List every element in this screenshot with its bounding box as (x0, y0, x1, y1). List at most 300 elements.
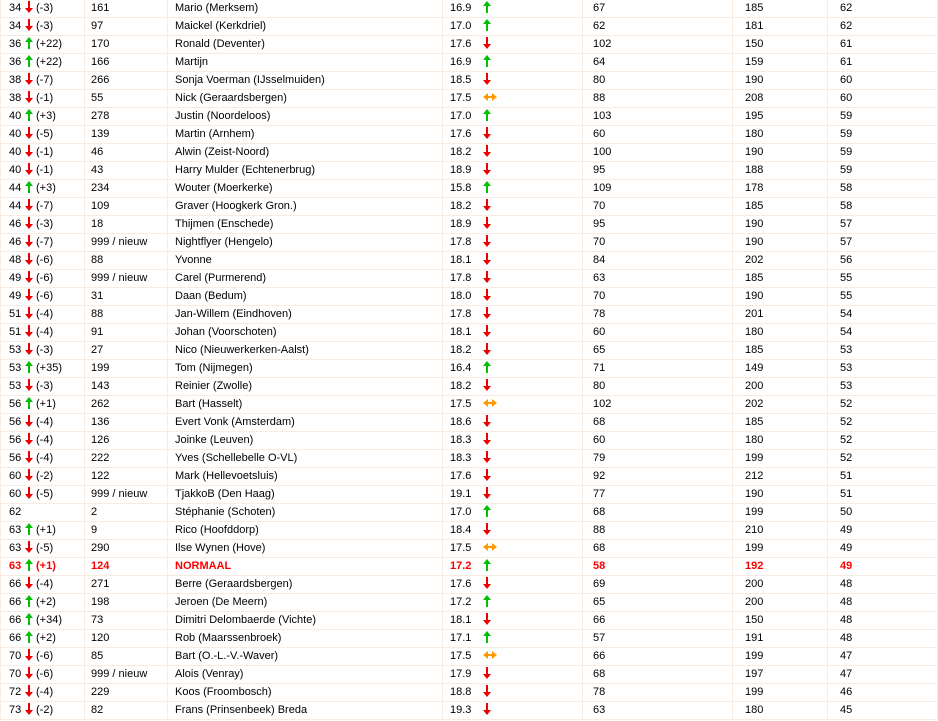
rating-cell (443, 648, 583, 665)
value-b-cell: 199 (733, 450, 828, 467)
rating-trend-icon (483, 343, 492, 355)
rank-value: 62 (9, 506, 22, 518)
table-row (1, 630, 938, 648)
value-b-cell: 199 (733, 504, 828, 521)
rank-change-label: (+1) (36, 560, 56, 572)
rank-change-label: (+22) (36, 56, 62, 68)
player-name-cell: Berre (Geraardsbergen) (168, 576, 443, 593)
table-row (1, 702, 938, 720)
rank-cell (1, 702, 85, 719)
rating-cell (443, 432, 583, 449)
value-b-cell: 190 (733, 234, 828, 251)
player-id-cell: 262 (85, 396, 168, 413)
rating-cell (443, 252, 583, 269)
rank-trend-icon (25, 127, 34, 139)
value-b-cell: 210 (733, 522, 828, 539)
rating-cell (443, 450, 583, 467)
player-id-cell: 31 (85, 288, 168, 305)
rank-value: 40 (9, 164, 22, 176)
table-row (1, 504, 938, 522)
player-name-cell: Martin (Arnhem) (168, 126, 443, 143)
player-name-cell: Graver (Hoogkerk Gron.) (168, 198, 443, 215)
value-c-cell: 61 (828, 54, 938, 71)
rank-cell (1, 126, 85, 143)
table-row (1, 414, 938, 432)
rating-cell (443, 108, 583, 125)
player-name-cell: Tom (Nijmegen) (168, 360, 443, 377)
value-b-cell: 185 (733, 270, 828, 287)
rank-cell (1, 270, 85, 287)
rating-trend-icon (483, 379, 492, 391)
rating-value: 17.0 (450, 20, 472, 32)
rank-cell (1, 72, 85, 89)
value-c-cell: 57 (828, 216, 938, 233)
rank-value: 38 (9, 74, 22, 86)
rating-trend-icon (483, 37, 492, 49)
rating-trend-icon (483, 181, 492, 193)
rank-value: 66 (9, 632, 22, 644)
rank-change-label: (-3) (36, 20, 54, 32)
rank-change-label: (-6) (36, 668, 54, 680)
table-row (1, 126, 938, 144)
value-b-cell: 149 (733, 360, 828, 377)
rank-change-label: (-3) (36, 344, 54, 356)
rating-cell (443, 486, 583, 503)
table-row (1, 522, 938, 540)
player-name-cell: Frans (Prinsenbeek) Breda (168, 702, 443, 719)
rank-cell (1, 162, 85, 179)
table-row (1, 594, 938, 612)
value-c-cell: 62 (828, 18, 938, 35)
rank-cell (1, 468, 85, 485)
rating-cell (443, 72, 583, 89)
rating-cell (443, 324, 583, 341)
player-name-cell: Yvonne (168, 252, 443, 269)
player-id-cell: 91 (85, 324, 168, 341)
rank-change-label: (-1) (36, 92, 54, 104)
rank-value: 56 (9, 452, 22, 464)
player-id-cell: 199 (85, 360, 168, 377)
value-c-cell: 61 (828, 36, 938, 53)
player-id-cell: 143 (85, 378, 168, 395)
value-a-cell: 79 (583, 450, 733, 467)
rank-trend-icon (25, 667, 34, 679)
rating-trend-icon (483, 505, 492, 517)
rating-cell (443, 612, 583, 629)
table-row (1, 450, 938, 468)
rank-trend-icon (25, 181, 34, 193)
rank-trend-icon (25, 361, 34, 373)
table-row (1, 378, 938, 396)
rating-value: 18.1 (450, 614, 472, 626)
rating-cell (443, 306, 583, 323)
rating-trend-icon (483, 433, 492, 445)
table-row (1, 486, 938, 504)
value-a-cell: 92 (583, 468, 733, 485)
rank-trend-icon (25, 685, 34, 697)
rating-cell (443, 18, 583, 35)
rank-trend-icon (25, 631, 34, 643)
rank-trend-icon (25, 235, 34, 247)
rating-value: 18.9 (450, 218, 472, 230)
rank-change-label: (-7) (36, 236, 54, 248)
rating-cell (443, 576, 583, 593)
rating-trend-icon (483, 271, 492, 283)
rank-value: 44 (9, 200, 22, 212)
value-b-cell: 150 (733, 36, 828, 53)
player-name-cell: Mark (Hellevoetsluis) (168, 468, 443, 485)
rating-trend-icon (483, 703, 492, 715)
rank-trend-icon (25, 325, 34, 337)
table-row (1, 432, 938, 450)
value-a-cell: 70 (583, 234, 733, 251)
rating-value: 15.8 (450, 182, 472, 194)
value-c-cell: 52 (828, 414, 938, 431)
rank-trend-icon (25, 73, 34, 85)
rank-value: 73 (9, 704, 22, 716)
player-id-cell: 85 (85, 648, 168, 665)
rank-value: 56 (9, 434, 22, 446)
player-name-cell: Johan (Voorschoten) (168, 324, 443, 341)
rank-change-label: (-5) (36, 488, 54, 500)
value-b-cell: 178 (733, 180, 828, 197)
rank-change-label: (-4) (36, 452, 54, 464)
value-b-cell: 180 (733, 432, 828, 449)
value-b-cell: 197 (733, 666, 828, 683)
value-c-cell: 49 (828, 558, 938, 575)
rating-cell (443, 180, 583, 197)
rating-trend-icon (483, 217, 492, 229)
rank-trend-icon (25, 397, 34, 409)
rating-value: 17.6 (450, 128, 472, 140)
rank-value: 36 (9, 56, 22, 68)
table-row (1, 162, 938, 180)
rank-cell (1, 306, 85, 323)
rank-change-label: (-6) (36, 254, 54, 266)
rating-trend-icon (483, 93, 497, 101)
rank-change-label: (-5) (36, 542, 54, 554)
rating-cell (443, 666, 583, 683)
value-c-cell: 62 (828, 0, 938, 17)
rating-trend-icon (483, 145, 492, 157)
player-name-cell: Jan-Willem (Eindhoven) (168, 306, 443, 323)
table-row (1, 108, 938, 126)
rating-trend-icon (483, 55, 492, 67)
rank-cell (1, 90, 85, 107)
rank-value: 44 (9, 182, 22, 194)
table-row (1, 0, 938, 18)
rank-value: 40 (9, 146, 22, 158)
rating-cell (443, 216, 583, 233)
value-b-cell: 202 (733, 396, 828, 413)
player-name-cell: Rob (Maarssenbroek) (168, 630, 443, 647)
table-row (1, 360, 938, 378)
player-id-cell: 2 (85, 504, 168, 521)
rank-cell (1, 378, 85, 395)
rank-cell (1, 558, 85, 575)
rating-trend-icon (483, 235, 492, 247)
rating-trend-icon (483, 613, 492, 625)
rank-change-label: (-1) (36, 146, 54, 158)
player-name-cell: Sonja Voerman (IJsselmuiden) (168, 72, 443, 89)
value-a-cell: 70 (583, 288, 733, 305)
player-id-cell: 97 (85, 18, 168, 35)
table-row (1, 18, 938, 36)
rank-change-label: (-4) (36, 686, 54, 698)
player-id-cell: 124 (85, 558, 168, 575)
player-id-cell: 109 (85, 198, 168, 215)
rating-cell (443, 684, 583, 701)
value-a-cell: 68 (583, 666, 733, 683)
player-id-cell: 166 (85, 54, 168, 71)
rank-cell (1, 594, 85, 611)
player-name-cell: Joinke (Leuven) (168, 432, 443, 449)
rating-trend-icon (483, 1, 492, 13)
rating-cell (443, 558, 583, 575)
player-id-cell: 9 (85, 522, 168, 539)
rating-value: 17.6 (450, 578, 472, 590)
player-name-cell: Bart (O.-L.-V.-Waver) (168, 648, 443, 665)
player-name-cell: Martijn (168, 54, 443, 71)
value-a-cell: 67 (583, 0, 733, 17)
rank-value: 53 (9, 380, 22, 392)
player-id-cell: 88 (85, 306, 168, 323)
rank-trend-icon (25, 271, 34, 283)
value-b-cell: 200 (733, 378, 828, 395)
player-id-cell: 290 (85, 540, 168, 557)
value-b-cell: 208 (733, 90, 828, 107)
rank-trend-icon (25, 55, 34, 67)
value-c-cell: 48 (828, 594, 938, 611)
rank-cell (1, 234, 85, 251)
rating-trend-icon (483, 325, 492, 337)
rating-value: 18.8 (450, 686, 472, 698)
player-id-cell: 136 (85, 414, 168, 431)
value-c-cell: 59 (828, 108, 938, 125)
rating-cell (443, 234, 583, 251)
value-a-cell: 65 (583, 342, 733, 359)
player-name-cell: Rico (Hoofddorp) (168, 522, 443, 539)
rank-trend-icon (25, 37, 34, 49)
rank-cell (1, 612, 85, 629)
rank-value: 63 (9, 542, 22, 554)
rating-cell (443, 594, 583, 611)
rank-cell (1, 486, 85, 503)
value-c-cell: 47 (828, 648, 938, 665)
rank-trend-icon (25, 451, 34, 463)
rank-trend-icon (25, 289, 34, 301)
rank-trend-icon (25, 523, 34, 535)
rank-value: 63 (9, 524, 22, 536)
rank-value: 51 (9, 326, 22, 338)
value-b-cell: 180 (733, 324, 828, 341)
rating-trend-icon (483, 685, 492, 697)
value-c-cell: 47 (828, 666, 938, 683)
rank-trend-icon (25, 343, 34, 355)
value-a-cell: 95 (583, 216, 733, 233)
player-id-cell: 234 (85, 180, 168, 197)
player-id-cell: 126 (85, 432, 168, 449)
player-name-cell: Nico (Nieuwerkerken-Aalst) (168, 342, 443, 359)
value-a-cell: 80 (583, 72, 733, 89)
rank-value: 34 (9, 2, 22, 14)
value-c-cell: 55 (828, 288, 938, 305)
player-id-cell: 73 (85, 612, 168, 629)
value-a-cell: 63 (583, 270, 733, 287)
value-b-cell: 180 (733, 126, 828, 143)
rank-change-label: (-2) (36, 470, 54, 482)
player-name-cell: Mario (Merksem) (168, 0, 443, 17)
rank-value: 66 (9, 578, 22, 590)
player-id-cell: 170 (85, 36, 168, 53)
value-a-cell: 60 (583, 126, 733, 143)
rank-change-label: (+3) (36, 182, 56, 194)
player-id-cell: 999 / nieuw (85, 666, 168, 683)
value-b-cell: 185 (733, 198, 828, 215)
value-c-cell: 59 (828, 162, 938, 179)
table-row (1, 324, 938, 342)
rank-trend-icon (25, 469, 34, 481)
rank-value: 46 (9, 218, 22, 230)
table-row (1, 144, 938, 162)
rank-change-label: (-2) (36, 704, 54, 716)
player-id-cell: 999 / nieuw (85, 270, 168, 287)
player-id-cell: 120 (85, 630, 168, 647)
rating-trend-icon (483, 307, 492, 319)
rank-value: 53 (9, 344, 22, 356)
rating-cell (443, 342, 583, 359)
rank-value: 51 (9, 308, 22, 320)
rank-trend-icon (25, 541, 34, 553)
table-row (1, 576, 938, 594)
value-c-cell: 48 (828, 576, 938, 593)
rank-cell (1, 36, 85, 53)
value-c-cell: 56 (828, 252, 938, 269)
value-c-cell: 54 (828, 306, 938, 323)
player-id-cell: 55 (85, 90, 168, 107)
rating-value: 18.4 (450, 524, 472, 536)
rating-value: 18.3 (450, 452, 472, 464)
player-name-cell: Alwin (Zeist-Noord) (168, 144, 443, 161)
table-row (1, 396, 938, 414)
rating-value: 18.9 (450, 164, 472, 176)
value-a-cell: 70 (583, 198, 733, 215)
rating-cell (443, 270, 583, 287)
table-row (1, 558, 938, 576)
value-c-cell: 48 (828, 630, 938, 647)
rank-value: 40 (9, 110, 22, 122)
rank-value: 53 (9, 362, 22, 374)
rating-trend-icon (483, 667, 492, 679)
value-a-cell: 78 (583, 306, 733, 323)
rating-value: 18.6 (450, 416, 472, 428)
table-row (1, 342, 938, 360)
rating-value: 17.5 (450, 650, 472, 662)
rating-value: 17.5 (450, 398, 472, 410)
value-a-cell: 88 (583, 522, 733, 539)
value-a-cell: 58 (583, 558, 733, 575)
rating-value: 17.5 (450, 92, 472, 104)
rating-value: 16.9 (450, 2, 472, 14)
rank-value: 49 (9, 272, 22, 284)
rating-cell (443, 0, 583, 17)
table-row (1, 288, 938, 306)
value-c-cell: 49 (828, 522, 938, 539)
rank-change-label: (+34) (36, 614, 62, 626)
table-row (1, 612, 938, 630)
rating-trend-icon (483, 631, 492, 643)
rank-trend-icon (25, 19, 34, 31)
rank-change-label: (-6) (36, 290, 54, 302)
rating-value: 18.3 (450, 434, 472, 446)
player-name-cell: Nightflyer (Hengelo) (168, 234, 443, 251)
value-b-cell: 190 (733, 288, 828, 305)
value-a-cell: 80 (583, 378, 733, 395)
rank-change-label: (-3) (36, 2, 54, 14)
rank-cell (1, 54, 85, 71)
rating-value: 17.0 (450, 506, 472, 518)
rank-cell (1, 198, 85, 215)
rating-cell (443, 540, 583, 557)
value-a-cell: 103 (583, 108, 733, 125)
value-b-cell: 159 (733, 54, 828, 71)
value-a-cell: 84 (583, 252, 733, 269)
value-b-cell: 180 (733, 702, 828, 719)
value-c-cell: 52 (828, 450, 938, 467)
rank-value: 49 (9, 290, 22, 302)
table-row (1, 306, 938, 324)
player-id-cell: 122 (85, 468, 168, 485)
value-a-cell: 102 (583, 396, 733, 413)
value-c-cell: 53 (828, 378, 938, 395)
player-id-cell: 198 (85, 594, 168, 611)
rank-cell (1, 180, 85, 197)
rating-value: 18.1 (450, 254, 472, 266)
player-id-cell: 278 (85, 108, 168, 125)
rank-cell (1, 576, 85, 593)
rank-change-label: (-3) (36, 380, 54, 392)
rating-cell (443, 54, 583, 71)
value-b-cell: 199 (733, 540, 828, 557)
value-a-cell: 60 (583, 432, 733, 449)
player-name-cell: Bart (Hasselt) (168, 396, 443, 413)
rank-trend-icon (25, 595, 34, 607)
rating-value: 17.0 (450, 110, 472, 122)
rating-cell (443, 288, 583, 305)
player-id-cell: 266 (85, 72, 168, 89)
value-a-cell: 62 (583, 18, 733, 35)
rank-trend-icon (25, 379, 34, 391)
rank-cell (1, 252, 85, 269)
player-id-cell: 18 (85, 216, 168, 233)
rank-value: 66 (9, 596, 22, 608)
rank-change-label: (-4) (36, 416, 54, 428)
rank-value: 56 (9, 416, 22, 428)
player-name-cell: NORMAAL (168, 558, 443, 575)
rank-trend-icon (25, 1, 34, 13)
rank-change-label: (+22) (36, 38, 62, 50)
table-row (1, 36, 938, 54)
rank-change-label: (-4) (36, 308, 54, 320)
rank-cell (1, 18, 85, 35)
rating-trend-icon (483, 199, 492, 211)
player-id-cell: 88 (85, 252, 168, 269)
value-b-cell: 199 (733, 648, 828, 665)
value-a-cell: 88 (583, 90, 733, 107)
value-b-cell: 190 (733, 144, 828, 161)
rank-trend-icon (25, 415, 34, 427)
rank-value: 72 (9, 686, 22, 698)
